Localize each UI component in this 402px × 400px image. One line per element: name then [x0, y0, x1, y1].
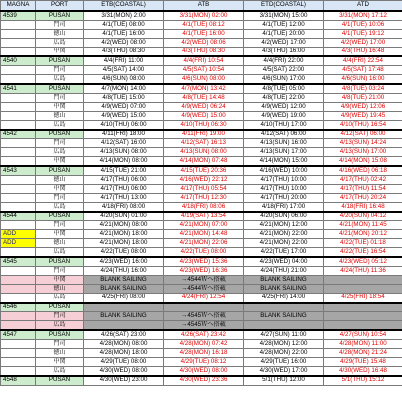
cell-etb: 4/6(SUN) 08:00: [84, 75, 164, 84]
cell-voy: [1, 20, 36, 29]
cell-atd: 4/17(THU) 20:24: [324, 193, 402, 202]
cell-voy: [1, 148, 36, 157]
cell-etd: 4/23(WED) 04:00: [244, 257, 324, 266]
cell-atd: 4/28(MON) 11:00: [324, 340, 402, 349]
cell-voy: 4539: [1, 11, 36, 20]
cell-etb: 4/25(FRI) 08:00: [84, 293, 164, 302]
cell-etd: BLANK SAILING: [244, 275, 324, 284]
cell-etd: 4/5(SAT) 22:00: [244, 66, 324, 75]
cell-etd: 4/20(SUN) 06:00: [244, 212, 324, 221]
cell-atd: 4/18(FRI) 16:48: [324, 202, 402, 211]
cell-etd: 4/21(MON) 22:00: [244, 230, 324, 239]
header-port: PORT: [36, 1, 84, 12]
table-row: [1, 139, 402, 148]
cell-atd: 4/20(SUN) 04:12: [324, 212, 402, 221]
cell-port: 中関: [36, 157, 84, 166]
cell-atd: 4/13(SUN) 17:00: [324, 148, 402, 157]
cell-atb: 3/31(MON) 02:00: [164, 11, 244, 20]
cell-atb: 4/24(FRI) 12:54: [164, 293, 244, 302]
cell-port: 門司: [36, 340, 84, 349]
table-row: [1, 66, 402, 75]
cell-voy: [1, 275, 36, 284]
cell-atd: 4/2(WED) 17:00: [324, 38, 402, 47]
cell-etd: 4/28(MON) 12:00: [244, 340, 324, 349]
cell-voy: 4545: [1, 257, 36, 266]
cell-etb: [84, 303, 164, 312]
cell-etd: 4/14(MON) 15:00: [244, 157, 324, 166]
cell-etb: BLANK SAILING: [84, 312, 164, 321]
cell-voy: 4542: [1, 130, 36, 139]
cell-voy: [1, 184, 36, 193]
cell-atd: 4/16(WED) 06:18: [324, 166, 402, 175]
cell-voy: ADD: [1, 230, 36, 239]
cell-atd: 4/25(FRI) 18:54: [324, 293, 402, 302]
cell-atd: 5/1(THU) 15:12: [324, 376, 402, 385]
cell-voy: 4541: [1, 84, 36, 93]
table-row: [1, 102, 402, 111]
cell-etb: 4/30(WED) 08:00: [84, 366, 164, 375]
cell-etd: 4/13(SUN) 16:00: [244, 139, 324, 148]
cell-atd: 4/1(TUE) 10:06: [324, 20, 402, 29]
cell-voy: ADD: [1, 239, 36, 248]
table-row: [1, 357, 402, 366]
cell-etb: 4/14(MON) 08:00: [84, 157, 164, 166]
cell-port: 門司: [36, 193, 84, 202]
cell-atd: 4/8(TUE) 21:00: [324, 94, 402, 103]
table-row: [1, 275, 402, 284]
cell-etb: 4/17(THU) 06:00: [84, 184, 164, 193]
cell-etb: 4/9(WED) 15:00: [84, 111, 164, 120]
table-row: [1, 312, 402, 321]
table-row: [1, 230, 402, 239]
cell-atb: 4/21(MON) 22:06: [164, 239, 244, 248]
table-row: [1, 157, 402, 166]
cell-atb: 4/17(THU) 05:54: [164, 184, 244, 193]
cell-port: 徳山: [36, 29, 84, 38]
cell-port: 広島: [36, 293, 84, 302]
cell-atb: 4/8(TUE) 14:48: [164, 94, 244, 103]
cell-port: 門司: [36, 139, 84, 148]
cell-etb: 4/21(MON) 08:00: [84, 221, 164, 230]
cell-etb: 4/21(MON) 18:00: [84, 230, 164, 239]
cell-etd: 4/9(WED) 19:00: [244, 111, 324, 120]
cell-voy: [1, 221, 36, 230]
cell-etd: 3/31(MON) 15:00: [244, 11, 324, 20]
table-row: [1, 257, 402, 266]
table-row: [1, 29, 402, 38]
cell-atd: 4/12(SAT) 06:00: [324, 130, 402, 139]
table-row: [1, 38, 402, 47]
cell-etd: 4/12(SAT) 06:00: [244, 130, 324, 139]
cell-atb: 4/5(SAT) 10:54: [164, 66, 244, 75]
cell-atd: 4/17(THU) 11:54: [324, 184, 402, 193]
cell-etd: 4/10(THU) 17:00: [244, 120, 324, 129]
cell-port: 広島: [36, 148, 84, 157]
cell-etb: 4/22(TUE) 08:00: [84, 248, 164, 257]
cell-port: PUSAN: [36, 56, 84, 65]
cell-atd: 4/9(WED) 19:45: [324, 111, 402, 120]
cell-atb: 4/4(FRI) 10:54: [164, 56, 244, 65]
cell-port: 広島: [36, 321, 84, 330]
cell-atb: 4/16(WED) 22:12: [164, 176, 244, 185]
cell-voy: [1, 312, 36, 321]
cell-voy: [1, 293, 36, 302]
cell-etb: 4/28(MON) 08:00: [84, 340, 164, 349]
cell-voy: [1, 38, 36, 47]
cell-atb: 4/9(WED) 15:00: [164, 111, 244, 120]
table-row: [1, 148, 402, 157]
cell-etd: 4/21(MON) 12:00: [244, 221, 324, 230]
cell-etd: BLANK SAILING: [244, 284, 324, 293]
table-row: [1, 75, 402, 84]
cell-etb: 4/8(TUE) 15:00: [84, 94, 164, 103]
cell-etb: 4/20(SUN) 01:00: [84, 212, 164, 221]
cell-voy: 4546: [1, 303, 36, 312]
cell-etd: 4/27(SUN) 11:00: [244, 330, 324, 339]
cell-etb: 4/18(FRI) 08:00: [84, 202, 164, 211]
cell-etb: 4/11(FRI) 18:00: [84, 130, 164, 139]
cell-voy: 4543: [1, 166, 36, 175]
table-row: [1, 120, 402, 129]
table-row: [1, 56, 402, 65]
cell-atb: [164, 303, 244, 312]
cell-atd: 4/17(THU) 02:42: [324, 176, 402, 185]
cell-etb: 4/5(SAT) 14:00: [84, 66, 164, 75]
cell-atb: 4/22(TUE) 08:00: [164, 248, 244, 257]
cell-etb: 4/3(THU) 08:30: [84, 47, 164, 56]
cell-port: 中関: [36, 47, 84, 56]
cell-port: 広島: [36, 38, 84, 47]
table-row: [1, 221, 402, 230]
cell-etd: 4/29(TUE) 16:00: [244, 357, 324, 366]
cell-atb: 4/3(THU) 08:30: [164, 47, 244, 56]
cell-port: 中関: [36, 275, 84, 284]
cell-etd: 4/3(THU) 16:00: [244, 47, 324, 56]
cell-etd: 4/1(TUE) 20:00: [244, 29, 324, 38]
table-row: [1, 193, 402, 202]
header-atd: ATD: [324, 1, 402, 12]
cell-port: 広島: [36, 75, 84, 84]
cell-port: PUSAN: [36, 303, 84, 312]
table-row: [1, 366, 402, 375]
cell-etd: 4/28(MON) 22:00: [244, 348, 324, 357]
cell-port: 中関: [36, 357, 84, 366]
cell-etd: 4/8(TUE) 05:00: [244, 84, 324, 93]
cell-etd: 4/1(TUE) 12:00: [244, 20, 324, 29]
cell-atb: 4/1(TUE) 08:12: [164, 20, 244, 29]
table-row: [1, 130, 402, 139]
cell-voy: [1, 94, 36, 103]
cell-port: 門司: [36, 94, 84, 103]
cell-atd: 4/14(MON) 15:08: [324, 157, 402, 166]
table-row: [1, 84, 402, 93]
cell-atb: →4544Ｗへ搭載: [164, 284, 244, 293]
cell-etb: 4/28(MON) 18:00: [84, 348, 164, 357]
cell-atd: 4/22(TUE) 01:18: [324, 239, 402, 248]
cell-etd: 4/8(TUE) 22:00: [244, 94, 324, 103]
cell-etb: 3/31(MON) 2:00: [84, 11, 164, 20]
cell-port: 中関: [36, 102, 84, 111]
table-body: [1, 11, 402, 385]
cell-atb: 4/12(SAT) 16:13: [164, 139, 244, 148]
cell-atb: 4/21(MON) 07:00: [164, 221, 244, 230]
cell-etd: 4/2(WED) 17:00: [244, 38, 324, 47]
cell-port: 門司: [36, 312, 84, 321]
cell-port: 門司: [36, 221, 84, 230]
cell-atb: 4/30(WED) 08:00: [164, 366, 244, 375]
cell-voy: [1, 202, 36, 211]
cell-etb: 4/17(THU) 06:00: [84, 176, 164, 185]
cell-voy: 4540: [1, 56, 36, 65]
cell-atb: 4/14(MON) 07:48: [164, 157, 244, 166]
cell-atd: [324, 275, 402, 284]
cell-port: PUSAN: [36, 330, 84, 339]
cell-atb: 4/23(WED) 15:36: [164, 257, 244, 266]
cell-atd: 4/3(THU) 16:48: [324, 47, 402, 56]
table-row: [1, 202, 402, 211]
cell-port: 徳山: [36, 111, 84, 120]
cell-port: 門司: [36, 66, 84, 75]
cell-voy: [1, 284, 36, 293]
cell-atb: 4/10(THU) 06:30: [164, 120, 244, 129]
cell-etb: 4/23(WED) 16:00: [84, 257, 164, 266]
cell-atd: 4/6(SUN) 16:00: [324, 75, 402, 84]
table-row: [1, 376, 402, 385]
cell-atd: 4/24(THU) 11:36: [324, 266, 402, 275]
cell-etb: 4/7(MON) 14:00: [84, 84, 164, 93]
cell-atb: 4/26(SAT) 23:42: [164, 330, 244, 339]
cell-atd: 4/10(THU) 16:54: [324, 120, 402, 129]
cell-etd: 4/6(SUN) 17:00: [244, 75, 324, 84]
cell-port: 徳山: [36, 176, 84, 185]
cell-etd: [244, 303, 324, 312]
table-row: [1, 303, 402, 312]
cell-atd: 4/1(TUE) 19:12: [324, 29, 402, 38]
cell-port: 中関: [36, 184, 84, 193]
cell-port: PUSAN: [36, 130, 84, 139]
cell-voy: [1, 357, 36, 366]
cell-etd: 4/17(THU) 10:00: [244, 176, 324, 185]
cell-etb: 4/15(TUE) 21:00: [84, 166, 164, 175]
cell-etd: 4/17(THU) 10:00: [244, 184, 324, 193]
cell-atb: 4/23(WED) 16:36: [164, 266, 244, 275]
cell-etd: 4/18(FRI) 17:00: [244, 202, 324, 211]
cell-voy: [1, 348, 36, 357]
cell-atd: [324, 303, 402, 312]
cell-voy: [1, 157, 36, 166]
cell-port: 中関: [36, 230, 84, 239]
cell-atd: 4/5(SAT) 17:48: [324, 66, 402, 75]
header-atb: ATB: [164, 1, 244, 12]
cell-etb: [84, 321, 164, 330]
cell-etb: 4/13(SUN) 08:00: [84, 148, 164, 157]
cell-etd: 5/1(THU) 12:00: [244, 376, 324, 385]
cell-atb: 4/18(FRI) 08:06: [164, 202, 244, 211]
cell-etd: 4/25(FRI) 14:00: [244, 293, 324, 302]
cell-port: PUSAN: [36, 11, 84, 20]
table-row: [1, 111, 402, 120]
cell-atb: 4/9(WED) 06:24: [164, 102, 244, 111]
cell-etd: 4/21(MON) 22:00: [244, 239, 324, 248]
table-row: [1, 11, 402, 20]
cell-etb: 4/30(WED) 23:00: [84, 376, 164, 385]
table-row: [1, 330, 402, 339]
cell-atd: 4/8(TUE) 03:24: [324, 84, 402, 93]
cell-atd: 4/22(TUE) 16:54: [324, 248, 402, 257]
cell-port: PUSAN: [36, 84, 84, 93]
cell-etb: 4/29(TUE) 08:00: [84, 357, 164, 366]
cell-etd: 4/17(THU) 20:00: [244, 193, 324, 202]
cell-etb: BLANK SAILING: [84, 275, 164, 284]
cell-atd: 4/21(MON) 11:45: [324, 221, 402, 230]
cell-voy: [1, 266, 36, 275]
cell-etd: [244, 321, 324, 330]
cell-voy: 4544: [1, 212, 36, 221]
cell-etb: 4/17(THU) 13:00: [84, 193, 164, 202]
cell-etd: BLANK SAILING: [244, 312, 324, 321]
cell-atd: [324, 312, 402, 321]
cell-atd: 4/9(WED) 12:06: [324, 102, 402, 111]
cell-port: 広島: [36, 366, 84, 375]
cell-voy: [1, 366, 36, 375]
cell-etb: 4/9(WED) 07:00: [84, 102, 164, 111]
cell-etb: BLANK SAILING: [84, 284, 164, 293]
cell-atb: →4544Ｗへ搭載: [164, 275, 244, 284]
cell-atd: 4/21(MON) 20:12: [324, 230, 402, 239]
cell-port: 広島: [36, 202, 84, 211]
cell-etb: 4/4(FRI) 11:00: [84, 56, 164, 65]
cell-atd: [324, 321, 402, 330]
cell-voy: [1, 248, 36, 257]
cell-etd: 4/22(TUE) 17:00: [244, 248, 324, 257]
cell-voy: [1, 120, 36, 129]
table-row: [1, 176, 402, 185]
cell-atd: 4/29(TUE) 15:48: [324, 357, 402, 366]
cell-port: 広島: [36, 120, 84, 129]
cell-port: 徳山: [36, 348, 84, 357]
table-row: [1, 321, 402, 330]
cell-etd: 4/16(WED) 10:00: [244, 166, 324, 175]
cell-port: 徳山: [36, 284, 84, 293]
header-etb: ETB(COASTAL): [84, 1, 164, 12]
cell-voy: [1, 29, 36, 38]
table-header: [1, 1, 402, 12]
cell-etb: 4/1(TUE) 08:00: [84, 20, 164, 29]
cell-atd: 4/28(MON) 21:24: [324, 348, 402, 357]
cell-voy: 4547: [1, 330, 36, 339]
cell-atd: 4/27(SUN) 10:54: [324, 330, 402, 339]
cell-atd: 3/31(MON) 17:12: [324, 11, 402, 20]
cell-etb: 4/10(THU) 06:00: [84, 120, 164, 129]
cell-etd: 4/13(SUN) 17:00: [244, 148, 324, 157]
cell-atd: 4/13(SUN) 14:24: [324, 139, 402, 148]
table-row: [1, 248, 402, 257]
cell-atb: →4545Ｗへ搭載: [164, 312, 244, 321]
cell-voy: [1, 321, 36, 330]
cell-atd: [324, 284, 402, 293]
cell-port: PUSAN: [36, 212, 84, 221]
cell-atd: 4/4(FRI) 22:54: [324, 56, 402, 65]
table-row: [1, 266, 402, 275]
table-row: [1, 184, 402, 193]
table-row: [1, 348, 402, 357]
cell-voy: [1, 193, 36, 202]
cell-voy: [1, 47, 36, 56]
cell-voy: [1, 176, 36, 185]
cell-atb: 4/17(THU) 12:30: [164, 193, 244, 202]
cell-atb: 4/11(FRI) 19:00: [164, 130, 244, 139]
cell-etd: 4/24(THU) 21:00: [244, 266, 324, 275]
cell-atb: 4/28(MON) 16:18: [164, 348, 244, 357]
cell-port: PUSAN: [36, 376, 84, 385]
cell-atb: 4/21(MON) 14:48: [164, 230, 244, 239]
cell-voy: 4548: [1, 376, 36, 385]
cell-etb: 4/26(SAT) 23:00: [84, 330, 164, 339]
cell-port: 徳山: [36, 239, 84, 248]
table-row: [1, 212, 402, 221]
cell-port: 広島: [36, 248, 84, 257]
table-row: [1, 94, 402, 103]
header-etd: ETD(COASTAL): [244, 1, 324, 12]
cell-port: 門司: [36, 266, 84, 275]
cell-atb: 4/13(SUN) 08:00: [164, 148, 244, 157]
cell-etb: 4/12(SAT) 16:00: [84, 139, 164, 148]
table-row: [1, 284, 402, 293]
cell-atb: 4/6(SUN) 08:00: [164, 75, 244, 84]
table-row: [1, 293, 402, 302]
cell-voy: [1, 111, 36, 120]
cell-atb: 4/7(MON) 13:42: [164, 84, 244, 93]
cell-voy: [1, 66, 36, 75]
cell-atb: 4/28(MON) 07:42: [164, 340, 244, 349]
table-row: [1, 239, 402, 248]
cell-port: 門司: [36, 20, 84, 29]
cell-atb: →4545Ｗへ搭載: [164, 321, 244, 330]
cell-atb: 4/1(TUE) 16:00: [164, 29, 244, 38]
table-row: [1, 47, 402, 56]
cell-atd: 4/30(WED) 16:48: [324, 366, 402, 375]
cell-voy: [1, 139, 36, 148]
cell-etb: 4/24(THU) 16:00: [84, 266, 164, 275]
cell-port: PUSAN: [36, 166, 84, 175]
cell-etd: 4/4(FRI) 22:00: [244, 56, 324, 65]
cell-atb: 4/19(SAT) 13:54: [164, 212, 244, 221]
cell-voy: [1, 340, 36, 349]
cell-atb: 4/29(TUE) 08:12: [164, 357, 244, 366]
cell-etb: 4/2(WED) 08:00: [84, 38, 164, 47]
cell-atd: 4/23(WED) 05:12: [324, 257, 402, 266]
table-row: [1, 20, 402, 29]
cell-port: PUSAN: [36, 257, 84, 266]
cell-etd: 4/9(WED) 12:00: [244, 102, 324, 111]
cell-atb: 4/30(WED) 23:36: [164, 376, 244, 385]
cell-atb: 4/2(WED) 08:06: [164, 38, 244, 47]
cell-etd: 4/30(WED) 17:00: [244, 366, 324, 375]
cell-voy: [1, 102, 36, 111]
table-row: [1, 340, 402, 349]
cell-atb: 4/15(TUE) 20:36: [164, 166, 244, 175]
table-row: [1, 166, 402, 175]
cell-etb: 4/21(MON) 18:00: [84, 239, 164, 248]
cell-etb: 4/1(TUE) 16:00: [84, 29, 164, 38]
header-magna: MAGNA: [1, 1, 36, 12]
cell-voy: [1, 75, 36, 84]
